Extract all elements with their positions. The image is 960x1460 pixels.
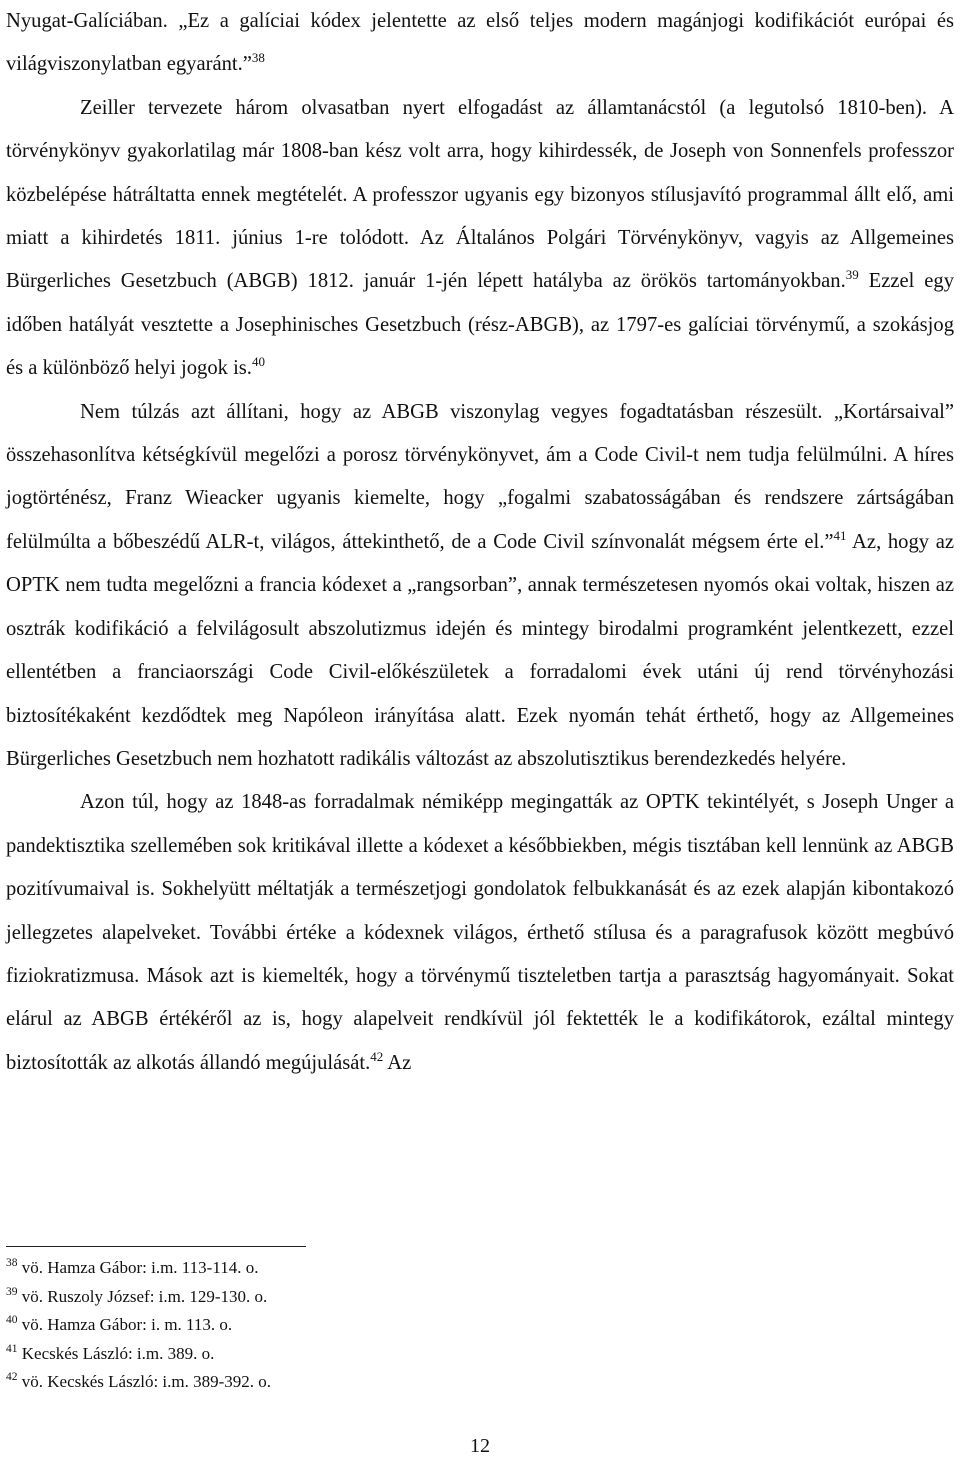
paragraph (6, 0, 954, 87)
footnote-ref[interactable]: 42 (370, 1048, 384, 1064)
paragraph-text: Nyugat-Galíciában. „Ez a galíciai kódex jelentette az első teljes modern magánjogi kodifikációt európai és világviszonylatban egyaránt.” (6, 10, 954, 76)
paragraph-text: Zeiller tervezete három olvasatban nyert elfogadást az államtanácstól (a legutolsó 1810-ben). A törvénykönyv gyakorlatilag már 1808-ban kész volt arra, hogy kihirdessék, de Joseph von Sonnenfels professzor közbelépése hátráltatta ennek megtételét. A professzor ugyanis egy bizonyos stílusjavító programmal állt elő, ami miatt a kihirdetés 1811. június 1-re tolódott. Az Általános Polgári Törvénykönyv, vagyis az Allgemeines Bürgerliches Gesetzbuch (ABGB) 1812. január 1-jén lépett hatályba az örökös tartományokban. (6, 96, 954, 293)
footnote-number: 39 (6, 1285, 18, 1298)
paragraph (6, 781, 954, 1085)
footnote (6, 1311, 906, 1340)
footnotes (6, 1254, 906, 1397)
footnote-ref[interactable]: 38 (251, 50, 265, 66)
page-number: 12 (470, 1435, 490, 1457)
footnote-ref[interactable]: 41 (833, 527, 847, 543)
footnote (6, 1254, 906, 1283)
footnote-text: vö. Hamza Gábor: i.m. 113-114. o. (17, 1258, 259, 1277)
paragraph-text: Azon túl, hogy az 1848-as forradalmak némiképp megingatták az OPTK tekintélyét, s Joseph Unger a pandektisztika szellemében sok kritikával illette a kódexet a későbbiekben, mégis tisztában kell lennünk az ABGB pozitívumaival is. Sokhelyütt méltatják a természetjogi gondolatok felbukkanását és az ezek alapján kibontakozó jellegzetes alapelveket. További értéke a kódexnek világos, érthető stílusa és a paragrafusok között megbúvó fiziokratizmusa. Mások azt is kiemelték, hogy a törvénymű tiszteletben tartja a parasztság hagyományait. Sokat elárul az ABGB értékéről az is, hogy alapelveit rendkívül jól fektették le a kodifikátorok, ezáltal mintegy biztosították az alkotás állandó megújulását. (6, 791, 954, 1074)
footnote-text: vö. Ruszoly József: i.m. 129-130. o. (17, 1286, 268, 1306)
paragraph-text: Nem túlzás azt állítani, hogy az ABGB viszonylag vegyes fogadtatásban részesült. „Kortársaival” összehasonlítva kétségkívül megelőzi a porosz törvénykönyvet, ám a Code Civil-t nem tudja felülmúlni. A híres jogtörténész, Franz Wieacker ugyanis kiemelte, hogy „fogalmi szabatosságában és rendszere zártságában felülmúlta a bőbeszédű ALR-t, világos, áttekinthető, de a Code Civil színvonalát mégsem érte el.” (6, 400, 954, 553)
footnote (6, 1368, 906, 1397)
footnote-text: vö. Hamza Gábor: i. m. 113. o. (17, 1315, 233, 1334)
footnote-text: vö. Kecskés László: i.m. 389-392. o. (17, 1372, 272, 1391)
document-page (6, 0, 954, 1085)
footnote-number: 42 (6, 1371, 18, 1383)
body-text (6, 0, 954, 1085)
paragraph-text: Ezzel egy időben hatályát vesztette a Josephinisches Gesetzbuch (rész-ABGB), az 1797-es galíciai törvénymű, a szokásjog és a különböző helyi jogok is. (6, 270, 954, 380)
paragraph-text: Az (383, 1051, 412, 1074)
footnote-number: 38 (6, 1257, 18, 1269)
paragraph (6, 391, 954, 782)
footnote-text: Kecskés László: i.m. 389. o. (17, 1343, 215, 1363)
footnote-number: 41 (6, 1342, 18, 1355)
footnote (6, 1340, 906, 1369)
paragraph-text: Az, hogy az OPTK nem tudta megelőzni a francia kódexet a „rangsorban”, annak természetesen nyomós okai voltak, hiszen az osztrák kodifikáció a felvilágosult abszolutizmus idején és mintegy birodalmi programként jelentkezett, ezzel ellentétben a franciaországi Code Civil-előkészületek a forradalomi évek utáni új rend törvényhozási biztosítékaként kezdődtek meg Napóleon irányítása alatt. Ezek nyomán tehát érthető, hogy az Allgemeines Bürgerliches Gesetzbuch nem hozhatott radikális változást az abszolutisztikus berendezkedés helyére. (6, 530, 954, 770)
footnote-ref[interactable]: 40 (251, 354, 265, 370)
footnote-ref[interactable]: 39 (845, 267, 859, 283)
footnote-separator (6, 1246, 306, 1247)
paragraph (6, 87, 954, 391)
footnote-number: 40 (6, 1314, 18, 1326)
footnote (6, 1283, 906, 1312)
